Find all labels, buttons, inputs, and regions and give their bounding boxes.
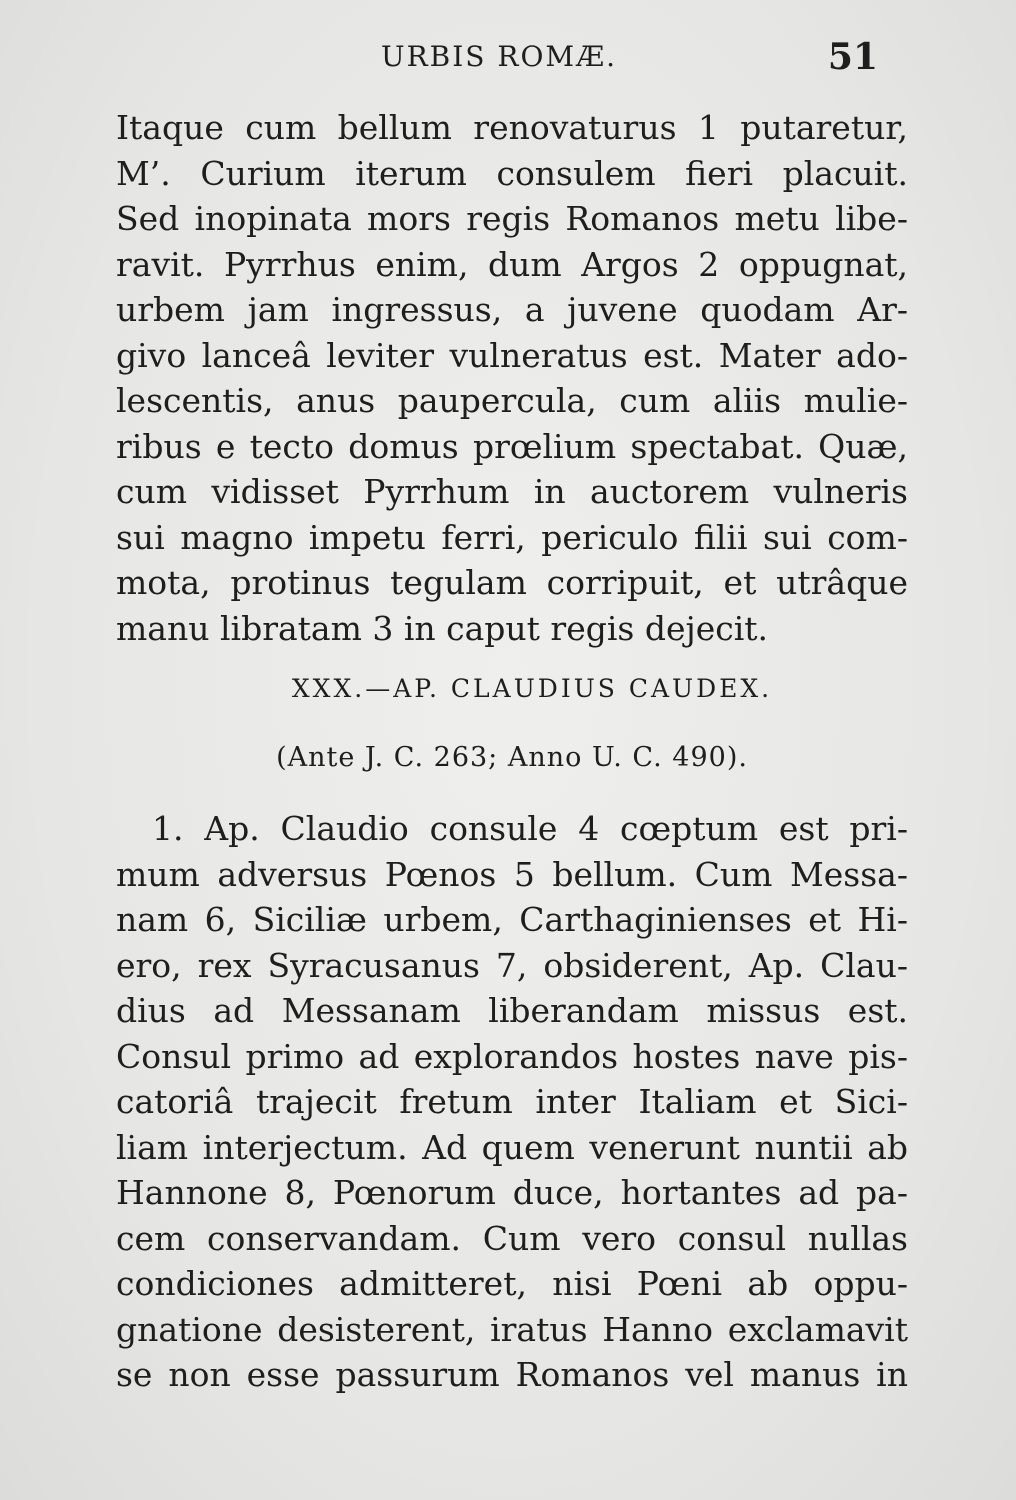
text-line: Hannone 8, Pœnorum duce, hortantes ad pa- bbox=[116, 1173, 908, 1212]
text-line: cum vidisset Pyrrhum in auctorem vulneris bbox=[116, 472, 908, 511]
chapter-29-text bbox=[116, 105, 908, 651]
text-line: 1. Ap. Claudio consule 4 cœptum est pri- bbox=[152, 809, 908, 848]
page-number: 51 bbox=[827, 36, 878, 78]
text-line: se non esse passurum Romanos vel manus in bbox=[116, 1355, 908, 1394]
text-line: lescentis, anus paupercula, cum aliis mulie- bbox=[116, 381, 908, 420]
chapter-heading: XXX.—AP. CLAUDIUS CAUDEX. bbox=[291, 674, 773, 703]
text-line: givo lanceâ leviter vulneratus est. Mater ado- bbox=[116, 335, 908, 375]
text-line: mum adversus Pœnos 5 bellum. Cum Messa- bbox=[116, 854, 908, 894]
running-title: URBIS ROMÆ. bbox=[380, 40, 618, 73]
chapter-30-text bbox=[116, 806, 908, 1398]
text-line: Consul primo ad explorandos hostes nave pis- bbox=[116, 1036, 908, 1076]
text-line: Itaque cum bellum renovaturus 1 putaretur, bbox=[116, 108, 908, 147]
text-line: urbem jam ingressus, a juvene quodam Ar- bbox=[116, 290, 908, 329]
text-line: manu libratam 3 in caput regis dejecit. bbox=[116, 608, 769, 648]
chapter-date: (Ante J. C. 263; Anno U. C. 490). bbox=[276, 742, 748, 773]
text-line: cem conservandam. Cum vero consul nullas bbox=[116, 1218, 908, 1258]
text-line: condiciones admitteret, nisi Pœni ab oppu- bbox=[116, 1264, 908, 1303]
text-line: sui magno impetu ferri, periculo filii sui com- bbox=[116, 517, 908, 557]
text-line: Sed inopinata mors regis Romanos metu libe- bbox=[116, 199, 908, 238]
text-line: ravit. Pyrrhus enim, dum Argos 2 oppugnat, bbox=[116, 244, 908, 284]
text-line: liam interjectum. Ad quem venerunt nuntii ab bbox=[116, 1127, 908, 1167]
text-line: dius ad Messanam liberandam missus est. bbox=[116, 991, 908, 1030]
text-line: nam 6, Siciliæ urbem, Carthaginienses et Hi- bbox=[116, 900, 908, 939]
text-line: ribus e tecto domus prœlium spectabat. Quæ, bbox=[116, 426, 908, 466]
text-line: ero, rex Syracusanus 7, obsiderent, Ap. Clau- bbox=[116, 945, 908, 985]
text-line: catoriâ trajecit fretum inter Italiam et Sici- bbox=[116, 1082, 908, 1121]
text-line: gnatione desisterent, iratus Hanno exclamavit bbox=[116, 1309, 908, 1349]
text-line: mota, protinus tegulam corripuit, et utrâque bbox=[116, 563, 908, 602]
running-head bbox=[116, 36, 882, 86]
text-line: M’. Curium iterum consulem fieri placuit. bbox=[116, 153, 908, 193]
